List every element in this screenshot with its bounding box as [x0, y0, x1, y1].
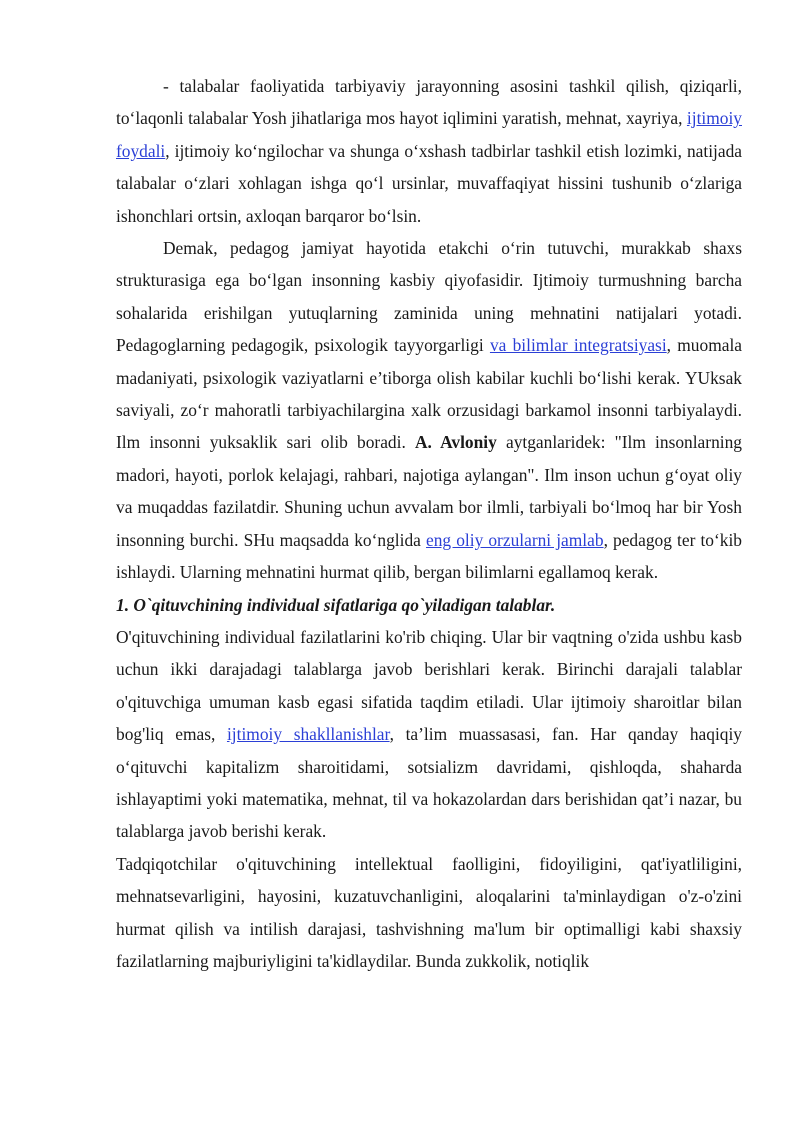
text-run: , ijtimoiy ko‘ngilochar va shunga o‘xshash tadbirlar tashkil etish lozimki, natijada talabalar o‘zlari xohlagan ishga qo‘l ursinlar, muvaffaqiyat hissini tushunib o‘zlariga ishonchlari ortsin, axloqan barqaror bo‘lsin.: [116, 140, 742, 226]
text-run: , muomala madaniyati, psixologik vaziyatlarni e’tiborga olish kabilar kuchli bo‘lishi kerak. YUksak saviyali, zo‘r mahoratli tarbiyachilargina xalk orzusidagi barkamol insonni tarbiyalaydi. Ilm insonni yuksaklik sari olib boradi.: [116, 335, 742, 453]
hyperlink[interactable]: eng oliy orzularni jamlab: [426, 529, 604, 550]
hyperlink[interactable]: va bilimlar integratsiyasi: [489, 335, 667, 356]
document-page: [116, 70, 742, 977]
paragraph: [116, 70, 742, 232]
paragraph: [116, 232, 742, 588]
text-run: , pedagog ter to‘kib ishlaydi. Ularning mehnatini hurmat qilib, bergan bilimlarni egallamoq kerak.: [116, 529, 743, 583]
text-run: Tadqiqotchilar o'qituvchining intellektual faolligini, fidoyiligini, qat'iyatliligini, mehnatsevarligini, hayosini, kuzatuvchanligini, aloqalarini ta'minlaydigan o'z-o'zini hurmat qilish va intilish darajasi, tashvishning ma'lum bir optimalligi kabi shaxsiy fazilatlarning majburiyligini ta'kidlaydilar. Bunda zukkolik, notiqlik: [116, 853, 742, 971]
text-run: aytganlaridek: "Ilm insonlarning madori, hayoti, porlok kelajagi, rahbari, najotiga aylangan". Ilm inson uchun g‘oyat oliy va muqaddas fazilatdir. Shuning uchun avvalam bor ilmli, tarbiyali bo‘lmoq har bir Yosh insonning burchi. SHu maqsadda ko‘nglida: [116, 432, 742, 550]
section-heading: [116, 589, 742, 621]
paragraph: [116, 848, 742, 978]
text-run: 1. O`qituvchining individual sifatlariga qo`yiladigan talablar.: [116, 594, 556, 615]
text-run: O'qituvchining individual fazilatlarini ko'rib chiqing. Ular bir vaqtning o'zida ushbu kasb uchun ikki darajadagi talablarga javob berishlari kerak. Birinchi darajali talablar o'qituvchiga umuman kasb egasi sifatida taqdim etiladi. Ular ijtimoiy sharoitlar bilan bog'liq emas,: [116, 626, 742, 745]
text-run: , ta’lim muassasasi, fan. Har qanday haqiqiy o‘qituvchi kapitalizm sharoitidami, sotsializm davridami, qishloqda, shaharda ishlayaptimi yoki matematika, mehnat, til va hokazolardan dars berishidan qat’i nazar, bu talablarga javob berishi kerak.: [116, 724, 742, 842]
hyperlink[interactable]: ijtimoiy shakllanishlar: [226, 724, 390, 745]
text-run: Demak, pedagog jamiyat hayotida etakchi o‘rin tutuvchi, murakkab shaxs strukturasiga ega bo‘lgan insonning kasbiy qiyofasidir. Ijtimoiy turmushning barcha sohalarida erishilgan yutuqlarning zaminida uning mehnatini natijalari yotadi. Pedagoglarning pedagogik, psixologik tayyorgarligi: [116, 238, 742, 356]
hyperlink[interactable]: ijtimoiy foydali: [116, 108, 742, 161]
text-run: - talabalar faoliyatida tarbiyaviy jarayonning asosini tashkil qilish, qiziqarli, to‘laqonli talabalar Yosh jihatlariga mos hayot iqlimini yaratish, mehnat, xayriya,: [116, 76, 742, 129]
paragraph: [116, 621, 742, 848]
bold-name: A. Avloniy: [414, 432, 497, 453]
